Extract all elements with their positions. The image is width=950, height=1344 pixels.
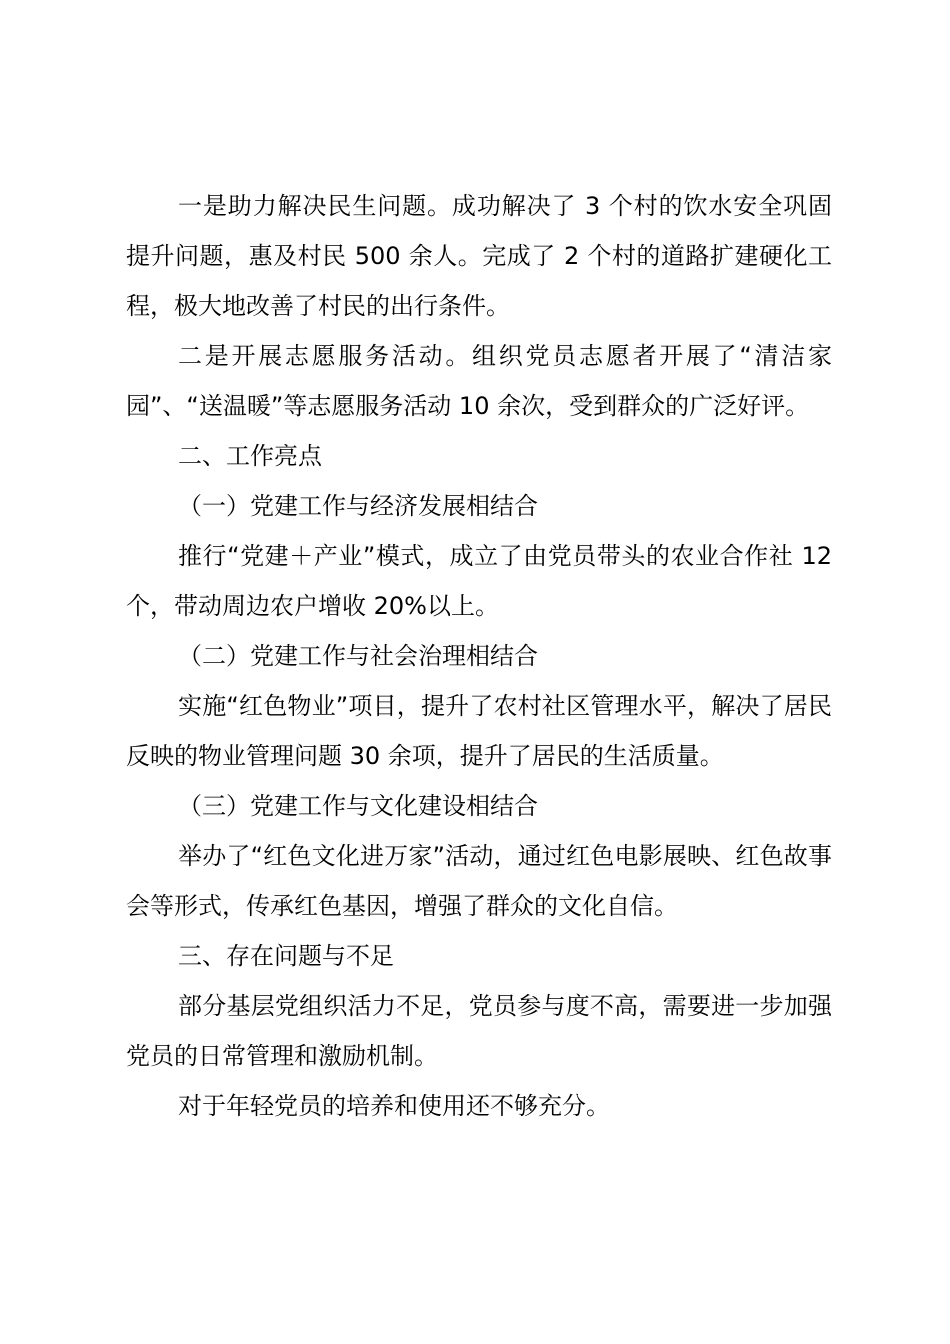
paragraph-volunteer: 二是开展志愿服务活动。组织党员志愿者开展了“清洁家园”、“送温暖”等志愿服务活动 10 余次，受到群众的广泛好评。 [126,342,832,420]
subheading-economy: （一）党建工作与经济发展相结合 [178,492,538,520]
paragraph-problem-young-members: 对于年轻党员的培养和使用还不够充分。 [178,1092,610,1120]
paragraph-governance: 实施“红色物业”项目，提升了农村社区管理水平，解决了居民反映的物业管理问题 30 余项，提升了居民的生活质量。 [126,692,832,770]
paragraph-culture: 举办了“红色文化进万家”活动，通过红色电影展映、红色故事会等形式，传承红色基因，增强了群众的文化自信。 [126,842,832,920]
subheading-culture: （三）党建工作与文化建设相结合 [178,792,538,820]
paragraph-problem-vitality: 部分基层党组织活力不足，党员参与度不高，需要进一步加强党员的日常管理和激励机制。 [126,992,832,1070]
section-heading-problems: 三、存在问题与不足 [178,942,394,970]
document-body [126,181,832,1131]
section-heading-highlights: 二、工作亮点 [178,442,322,470]
subheading-governance: （二）党建工作与社会治理相结合 [178,642,538,670]
paragraph-livelihood: 一是助力解决民生问题。成功解决了 3 个村的饮水安全巩固提升问题，惠及村民 500 余人。完成了 2 个村的道路扩建硬化工程，极大地改善了村民的出行条件。 [126,192,832,320]
paragraph-economy: 推行“党建＋产业”模式，成立了由党员带头的农业合作社 12 个，带动周边农户增收 20%以上。 [126,542,832,620]
